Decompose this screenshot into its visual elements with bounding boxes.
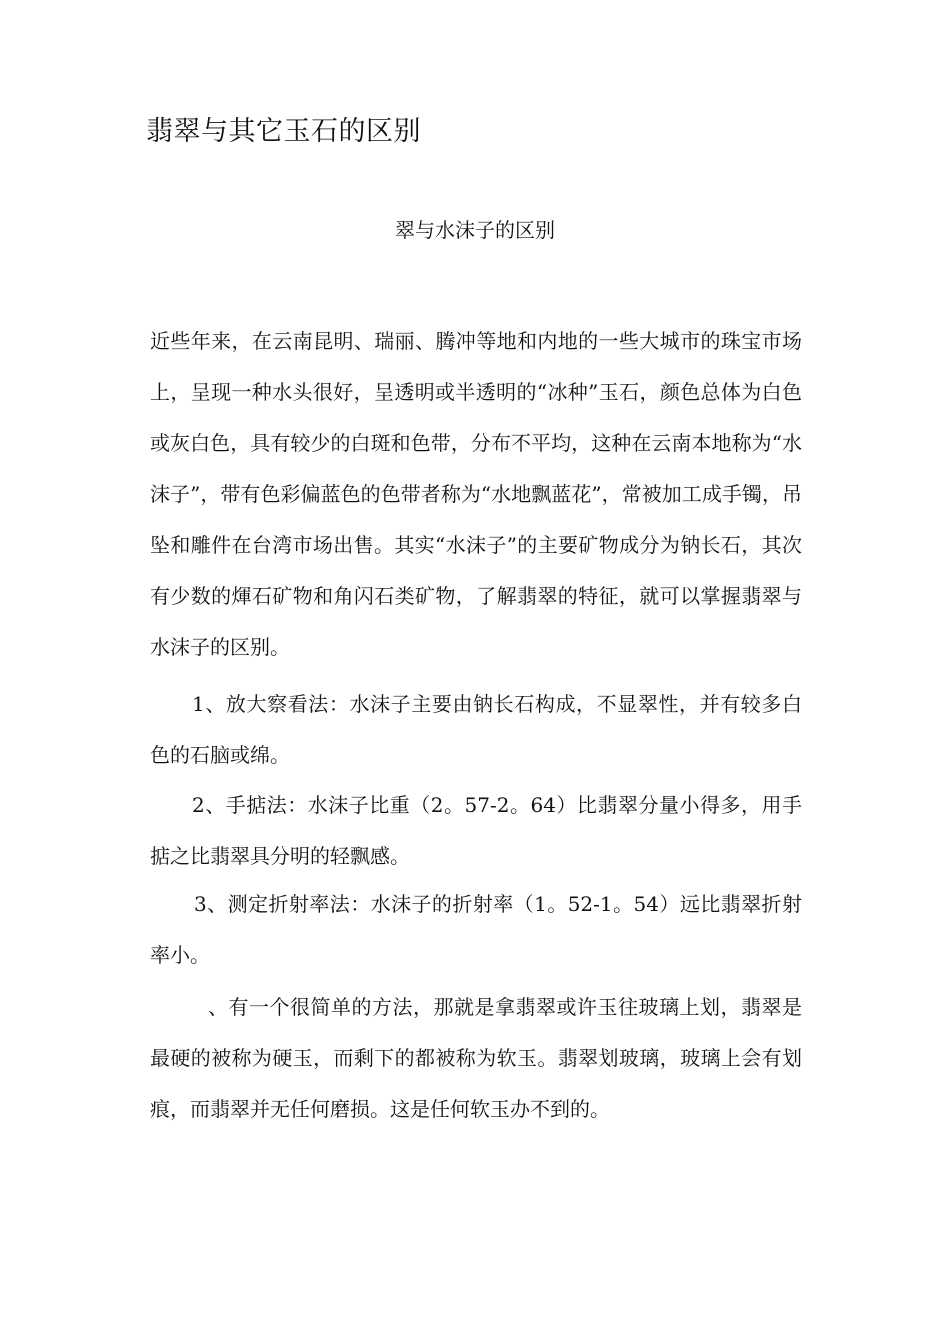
method-2-paragraph: 2、手掂法：水沫子比重（2。57-2。64）比翡翠分量小得多，用手掂之比翡翠具分明的轻飘感。 xyxy=(150,793,802,868)
document-title: 翡翠与其它玉石的区别 xyxy=(146,116,421,147)
method-3-paragraph: 3、测定折射率法：水沫子的折射率（1。52-1。54）远比翡翠折射率小。 xyxy=(150,892,802,967)
method-4-paragraph: 、有一个很简单的方法，那就是拿翡翠或许玉往玻璃上划，翡翠是最硬的被称为硬玉，而剩下的都被称为软玉。翡翠划玻璃，玻璃上会有划痕，而翡翠并无任何磨损。这是任何软玉办不到的。 xyxy=(150,995,802,1121)
section-heading: 翠与水沫子的区别 xyxy=(395,218,555,242)
intro-paragraph: 近些年来，在云南昆明、瑞丽、腾冲等地和内地的一些大城市的珠宝市场上，呈现一种水头很好，呈透明或半透明的“冰种”玉石，颜色总体为白色或灰白色，具有较少的白斑和色带，分布不平均，这种在云南本地称为“水沫子”，带有色彩偏蓝色的色带者称为“水地飘蓝花”，常被加工成手镯，吊坠和雕件在台湾市场出售。其实“水沫子”的主要矿物成分为钠长石，其次有少数的煇石矿物和角闪石类矿物，了解翡翠的特征，就可以掌握翡翠与水沫子的区别。 xyxy=(150,329,802,659)
method-1-paragraph: 1、放大察看法：水沫子主要由钠长石构成，不显翠性，并有较多白色的石脑或绵。 xyxy=(150,692,802,767)
